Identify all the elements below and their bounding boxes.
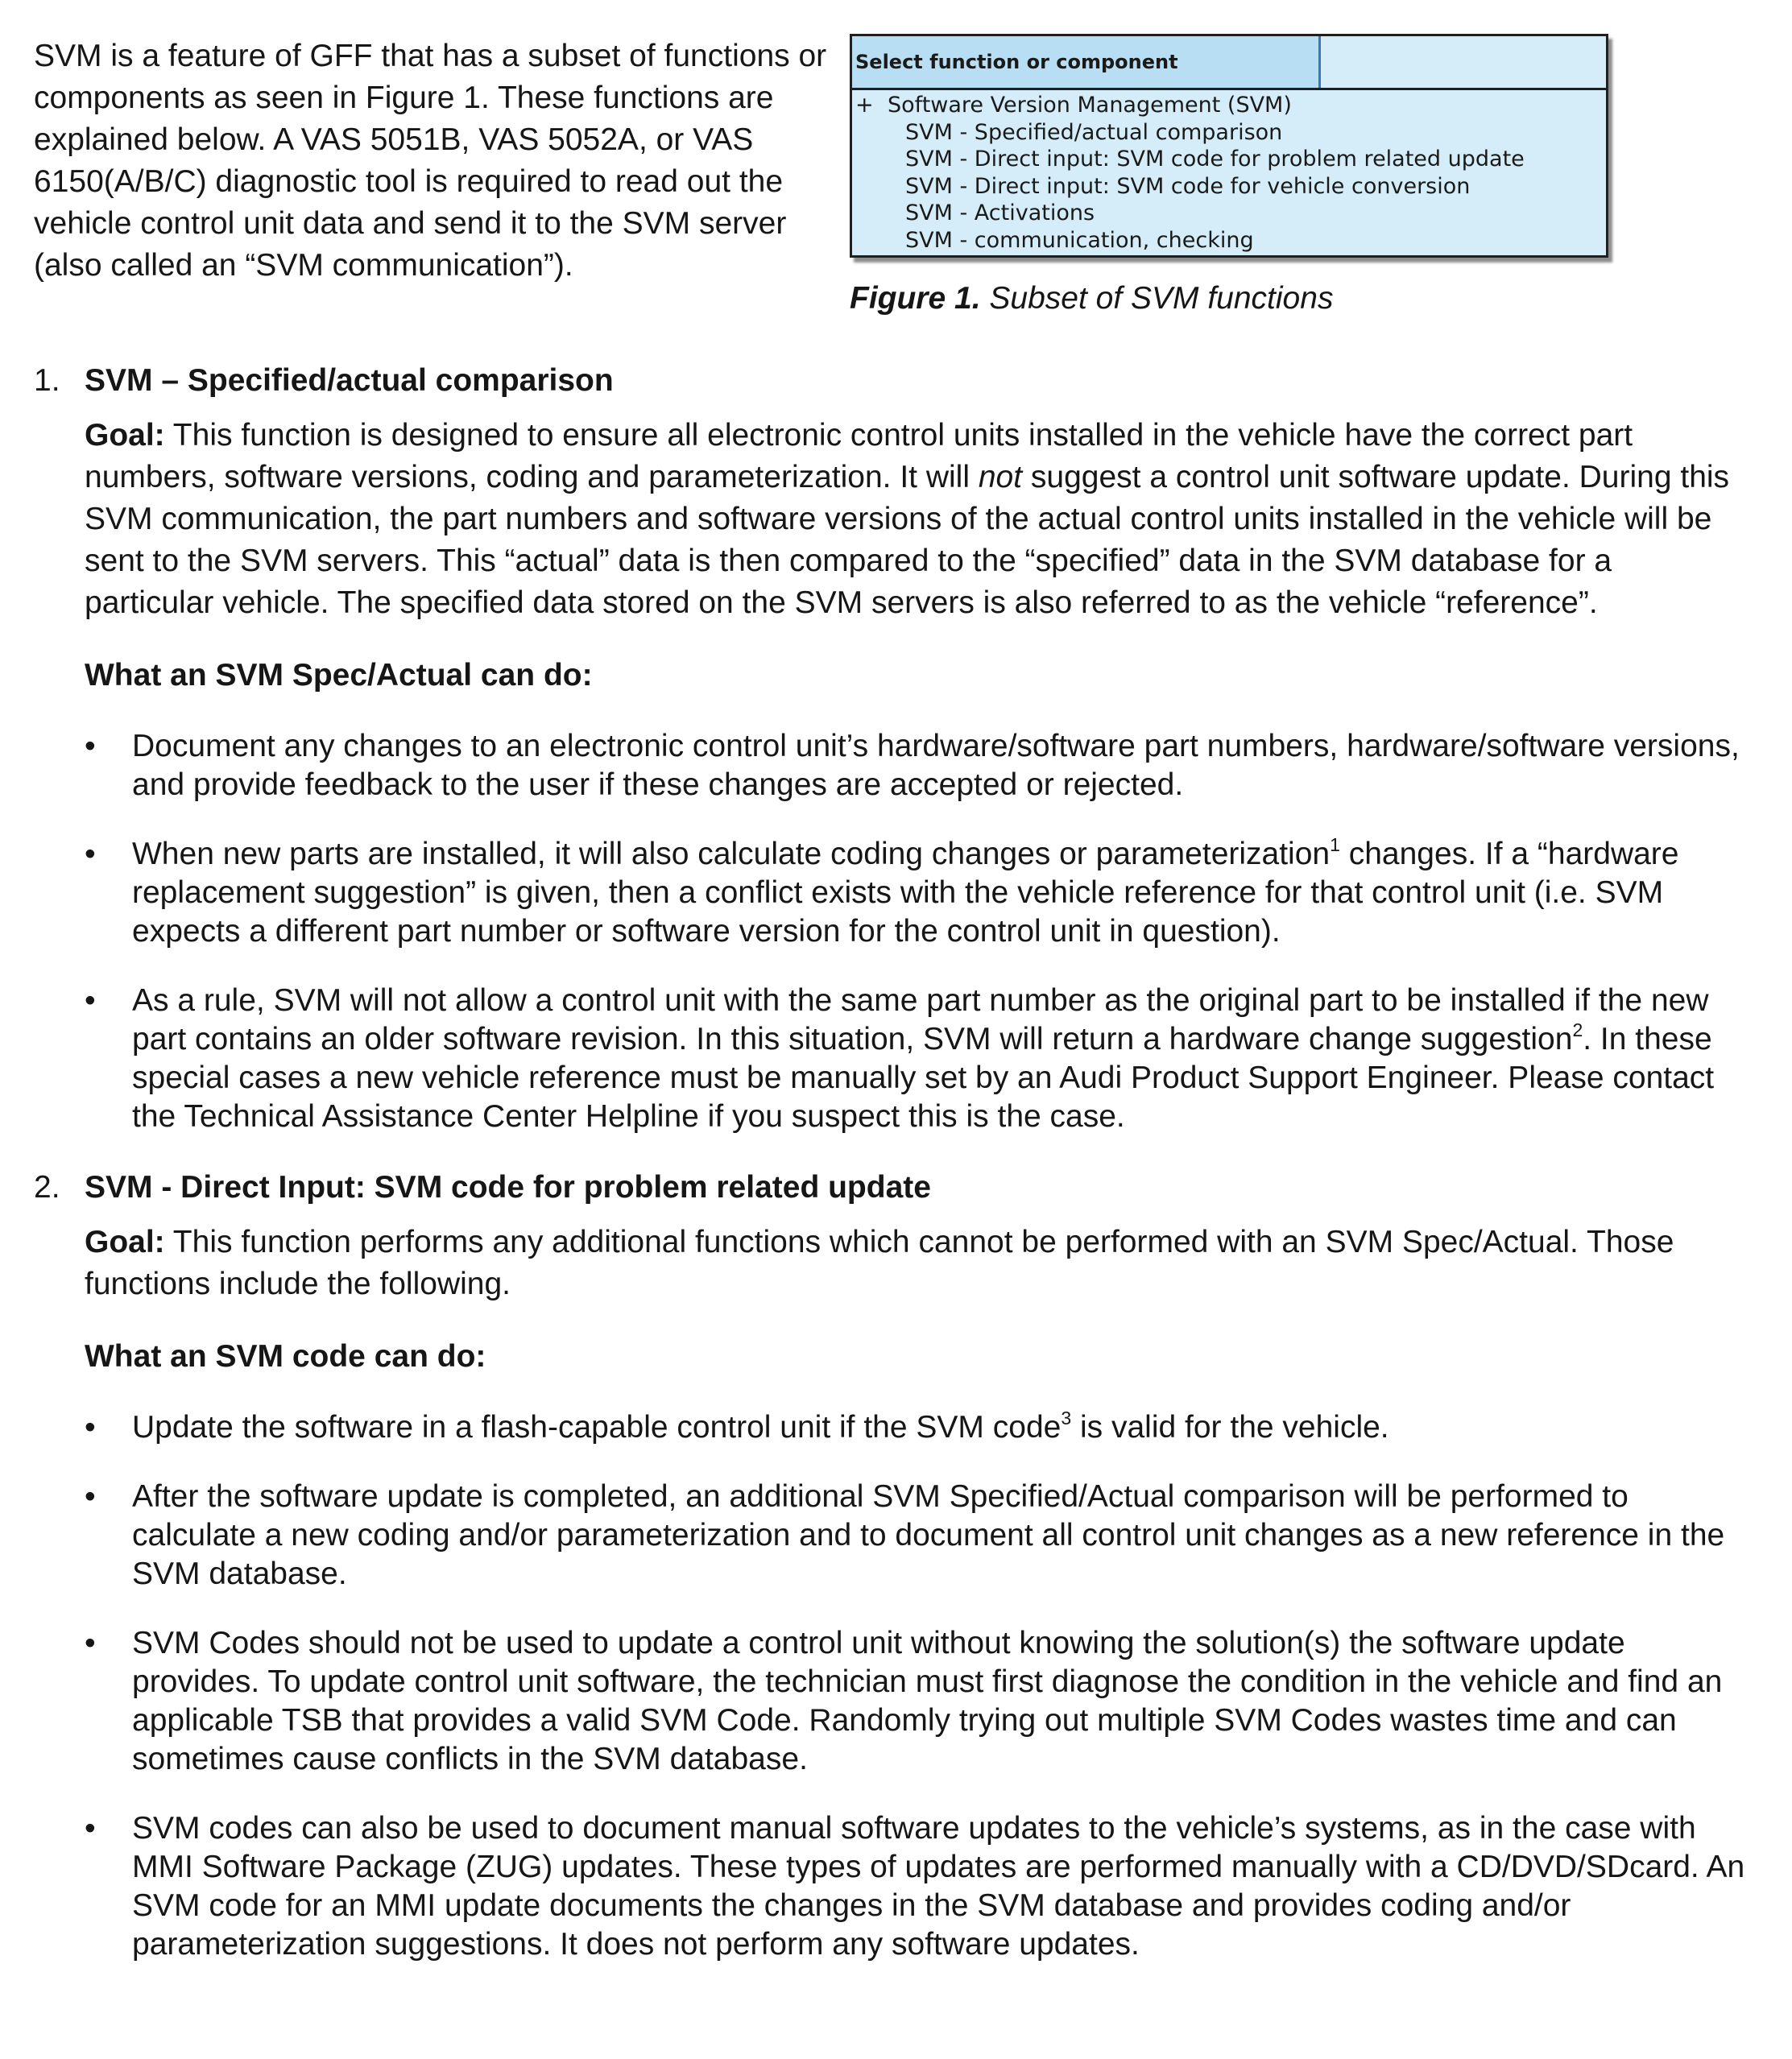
bullet-text-cont: is valid for the vehicle. xyxy=(1071,1410,1389,1445)
bullet-text: As a rule, SVM will not allow a control unit with the same part number as the original part to be installed if the new part contains an older software revision. In this situation, SVM will return a hardware change suggestion xyxy=(132,983,1709,1056)
figure-caption xyxy=(850,281,1333,316)
bullet-text: Document any changes to an electronic control unit’s hardware/software part numbers, hardware/software versions, and provide feedback to the user if these changes are accepted or rejected. xyxy=(132,729,1740,802)
goal-emphasis: not xyxy=(978,460,1023,494)
list-item xyxy=(132,1809,1749,1964)
tree-item-problem-update: SVM - Direct input: SVM code for problem related update xyxy=(905,147,1525,172)
figure-caption-text: Subset of SVM functions xyxy=(980,281,1334,316)
footnote-ref: 1 xyxy=(1330,834,1340,855)
footnote-ref: 2 xyxy=(1572,1019,1583,1040)
tree-item-activations: SVM - Activations xyxy=(905,201,1095,225)
list-item xyxy=(132,1408,1749,1447)
tree-item-vehicle-conversion: SVM - Direct input: SVM code for vehicle conversion xyxy=(905,173,1471,199)
intro-paragraph: SVM is a feature of GFF that has a subset of functions or components as seen in Figure 1. These functions are explained below. A VAS 5051B, VAS 5052A, or VAS 6150(A/B/C) diagnostic tool is required to read out the vehicle control unit data and send it to the SVM server (also called an “SVM communication”). xyxy=(34,39,827,283)
goal-text: This function is designed to ensure all electronic control units installed in the vehicle have the correct part numbers, software versions, coding and parameterization. It will xyxy=(85,418,1633,494)
subheading: What an SVM code can do: xyxy=(85,1339,486,1374)
section-spec-actual xyxy=(34,360,1749,1136)
subheading: What an SVM Spec/Actual can do: xyxy=(85,658,593,693)
list-item xyxy=(132,727,1749,804)
footnote-ref: 3 xyxy=(1061,1408,1072,1428)
goal-text-cont: suggest a control unit software update. During this SVM communication, the part numbers and software versions of the actual control units installed in the vehicle will be sent to the SVM servers. This “actual” data is then compared to the “specified” data in the SVM database for a particular vehicle. The specified data stored on the SVM servers is also referred to as the vehicle “reference”. xyxy=(85,460,1730,620)
bullet-text: When new parts are installed, it will also calculate coding changes or parameterization xyxy=(132,837,1331,871)
document-body xyxy=(34,360,1749,1964)
section-problem-update xyxy=(34,1167,1749,1964)
function-tree xyxy=(852,90,1606,254)
section-heading xyxy=(34,360,1749,402)
goal-paragraph xyxy=(85,1222,1749,1305)
list-item xyxy=(132,1478,1749,1594)
tree-root-svm xyxy=(852,92,1606,119)
selector-header-empty-cell xyxy=(1321,36,1606,88)
bullet-list xyxy=(34,727,1749,1136)
section-title: SVM - Direct Input: SVM code for problem related update xyxy=(85,1170,931,1205)
tree-root-label: Software Version Management (SVM) xyxy=(888,93,1292,118)
section-number: 2. xyxy=(34,1170,60,1205)
section-heading xyxy=(34,1167,1749,1209)
tree-item-communication-check: SVM - communication, checking xyxy=(905,227,1254,253)
goal-text: This function performs any additional functions which cannot be performed with an SVM Spec/Actual. Those functions include the following. xyxy=(85,1225,1674,1301)
goal-paragraph xyxy=(85,415,1749,624)
selector-header xyxy=(852,36,1606,90)
bullet-text-cont: changes. If a “hardware replacement suggestion” is given, then a conflict exists with the vehicle reference for that control unit (i.e. SVM expects a different part number or software version for the control unit in question). xyxy=(132,837,1679,949)
list-item xyxy=(132,1624,1749,1779)
bullet-text: SVM Codes should not be used to update a control unit without knowing the solution(s) the software update provides. To update control unit software, the technician must first diagnose the condition in the vehicle and find an applicable TSB that provides a valid SVM Code. Randomly trying out multiple SVM Codes wastes time and can sometimes cause conflicts in the SVM database. xyxy=(132,1626,1723,1776)
section-number: 1. xyxy=(34,363,60,398)
selector-header-label: Select function or component xyxy=(852,36,1321,88)
bullet-list xyxy=(34,1408,1749,1964)
list-item xyxy=(132,982,1749,1136)
goal-label: Goal: xyxy=(85,1225,165,1259)
tree-item-spec-actual: SVM - Specified/actual comparison xyxy=(905,119,1283,145)
bullet-text: Update the software in a flash-capable control unit if the SVM code xyxy=(132,1410,1062,1445)
bullet-text: After the software update is completed, an additional SVM Specified/Actual comparison will be performed to calculate a new coding and/or parameterization and to document all control unit changes as a new reference in the SVM database. xyxy=(132,1479,1725,1591)
svm-function-selector xyxy=(850,34,1608,258)
bullet-text: SVM codes can also be used to document manual software updates to the vehicle’s systems, as in the case with MMI Software Package (ZUG) updates. These types of updates are performed manually with a CD/DVD/SDcard. An SVM code for an MMI update documents the changes in the SVM database and provides coding and/or parameterization suggestions. It does not perform any software updates. xyxy=(132,1811,1745,1962)
bullet-text-cont: . In these special cases a new vehicle reference must be manually set by an Audi Product Support Engineer. Please contact the Technical Assistance Center Helpline if you suspect this is the case. xyxy=(132,1022,1715,1134)
goal-label: Goal: xyxy=(85,418,165,453)
list-item xyxy=(132,835,1749,951)
figure-caption-label: Figure 1. xyxy=(850,281,981,316)
expand-plus-icon: + xyxy=(855,93,874,118)
section-title: SVM – Specified/actual comparison xyxy=(85,363,614,398)
